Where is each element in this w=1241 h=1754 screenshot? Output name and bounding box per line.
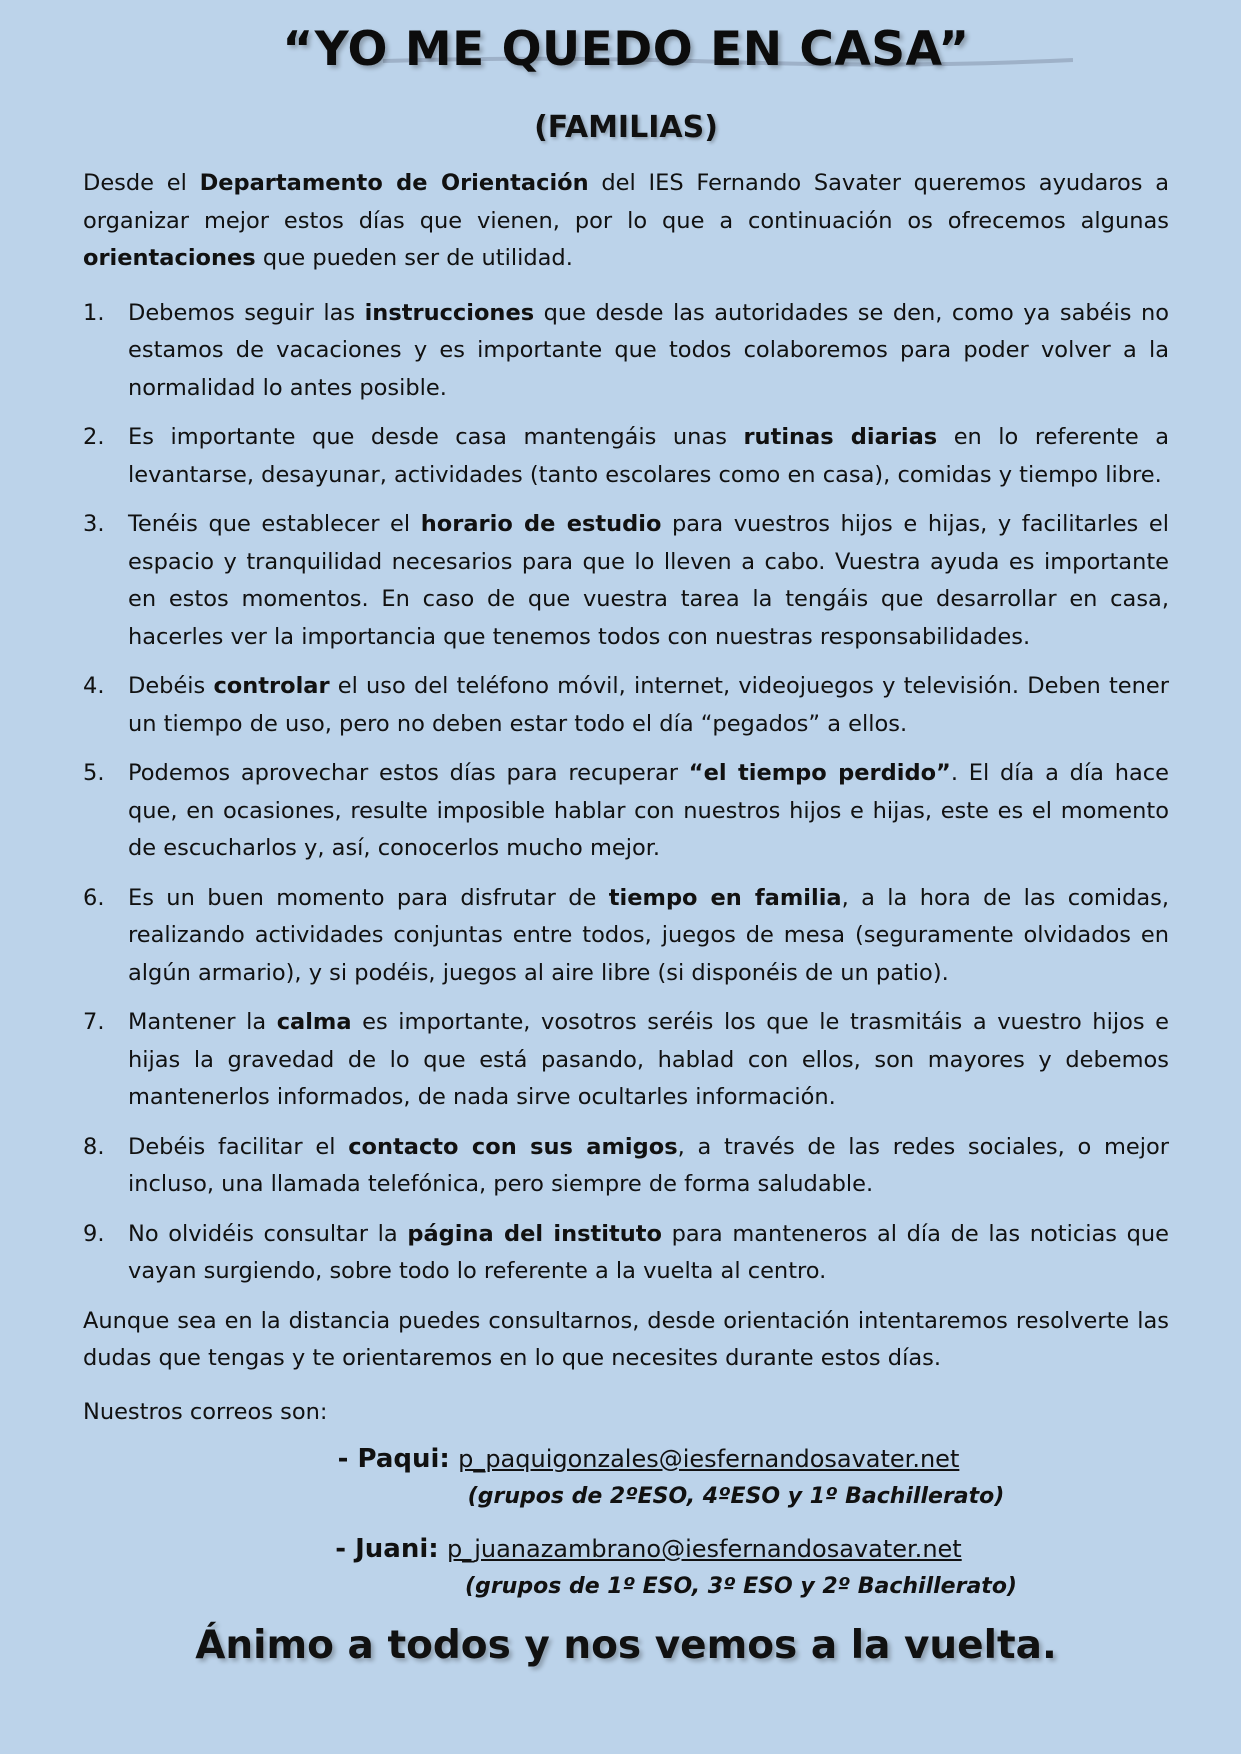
farewell-message: Ánimo a todos y nos vemos a la vuelta. — [195, 1623, 1057, 1668]
list-item: 3. Tenéis que establecer el horario de estudio para vuestros hijos e hijas, y facilitarles el espacio y tranquilidad necesarios para que lo lleven a cabo. Vuestra ayuda es importante en estos momentos. En caso de que vuestra tarea la tengáis que desarrollar en casa, hacerles ver la importancia que tenemos todos con nuestras responsabilidades. — [83, 511, 1169, 650]
page-subtitle: (FAMILIAS) — [534, 110, 718, 145]
contact-name: Paqui: — [357, 1444, 450, 1474]
contact-paqui: - Paqui: p_paquigonzales@iesfernandosavater.net (grupos de 2ºESO, 4ºESO y 1º Bachillerato) — [83, 1439, 1169, 1515]
page-title-text: “YO ME QUEDO EN CASA” — [282, 22, 970, 77]
intro-paragraph: Desde el Departamento de Orientación del IES Fernando Savater queremos ayudaros a organizar mejor estos días que vienen, por lo que a continuación os ofrecemos algunas orientaciones que pueden ser de utilidad. — [83, 170, 1169, 271]
email-link[interactable]: p_paquigonzales@iesfernandosavater.net — [458, 1445, 960, 1473]
contact-groups: (grupos de 1º ESO, 3º ESO y 2º Bachillerato) — [465, 1574, 1017, 1599]
list-item: 9. No olvidéis consultar la página del instituto para manteneros al día de las noticias que vayan surgiendo, sobre todo lo referente a la vuelta al centro. — [83, 1220, 1170, 1284]
list-item: 4. Debéis controlar el uso del teléfono móvil, internet, videojuegos y televisión. Deben tener un tiempo de uso, pero no deben estar todo el día “pegados” a ellos. — [83, 673, 1169, 737]
list-item: 5. Podemos aprovechar estos días para recuperar “el tiempo perdido”. El día a día hace que, en ocasiones, resulte imposible hablar con nuestros hijos e hijas, este es el momento de escucharlos y, así, conocerlos mucho mejor. — [83, 760, 1169, 861]
contact-name: Juani: — [355, 1534, 439, 1564]
page-title — [83, 0, 1169, 102]
recommendations-list — [83, 295, 1169, 1291]
list-item: 1. Debemos seguir las instrucciones que desde las autoridades se den, como ya sabéis no estamos de vacaciones y es importante que todos colaboremos para poder volver a la normalidad lo antes posible. — [83, 299, 1169, 401]
emails-label: Nuestros correos son: — [83, 1398, 328, 1425]
closing-paragraph: Aunque sea en la distancia puedes consultarnos, desde orientación intentaremos resolverte las dudas que tengas y te orientaremos en lo que necesites durante estos días. — [83, 1307, 1169, 1371]
email-link[interactable]: p_juanazambrano@iesfernandosavater.net — [446, 1535, 962, 1563]
list-item: 2. Es importante que desde casa mantengáis unas rutinas diarias en lo referente a levantarse, desayunar, actividades (tanto escolares como en casa), comidas y tiempo libre. — [83, 424, 1170, 488]
list-item: 6. Es un buen momento para disfrutar de tiempo en familia, a la hora de las comidas, realizando actividades conjuntas entre todos, juegos de mesa (seguramente olvidados en algún armario), y si podéis, juegos al aire libre (si disponéis de un patio). — [83, 884, 1170, 986]
contact-groups: (grupos de 2ºESO, 4ºESO y 1º Bachillerato) — [467, 1484, 1005, 1509]
contact-juani: - Juani: p_juanazambrano@iesfernandosavater.net (grupos de 1º ESO, 3º ESO y 2º Bachillerato) — [83, 1529, 1169, 1605]
list-item: 8. Debéis facilitar el contacto con sus amigos, a través de las redes sociales, o mejor incluso, una llamada telefónica, pero siempre de forma saludable. — [83, 1133, 1169, 1197]
list-item: 7. Mantener la calma es importante, vosotros seréis los que le trasmitáis a vuestro hijos e hijas la gravedad de lo que está pasando, hablad con ellos, son mayores y debemos mantenerlos informados, de nada sirve ocultarles información. — [83, 1009, 1169, 1110]
